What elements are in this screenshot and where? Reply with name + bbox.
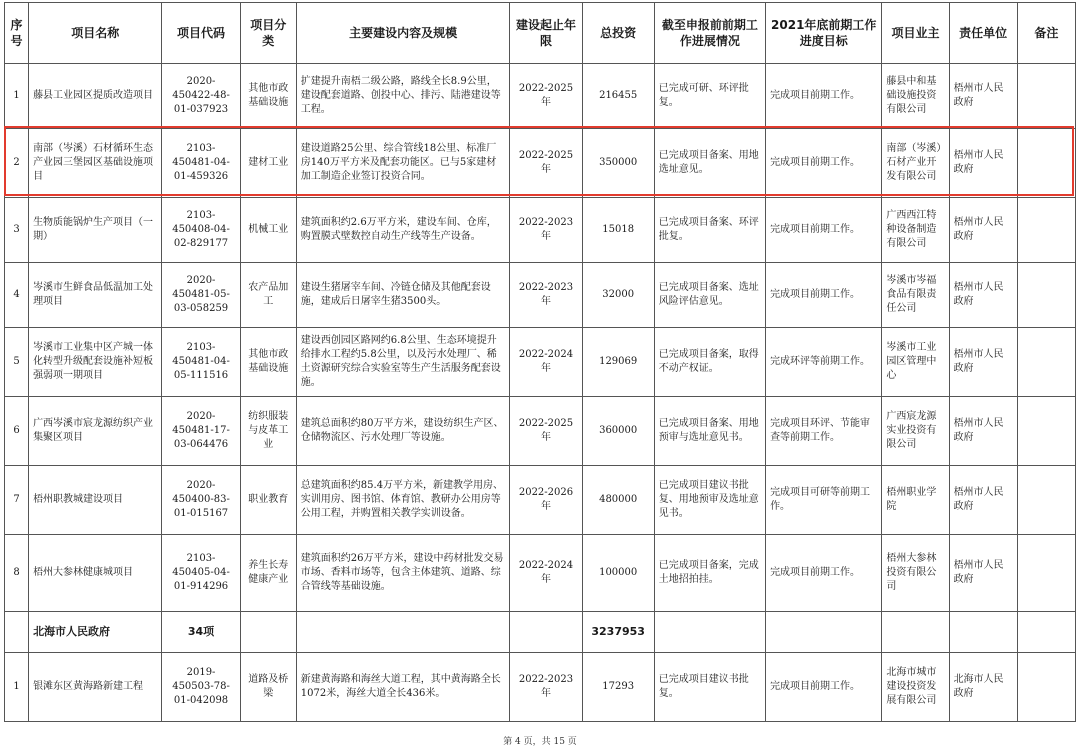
cell-remark (1017, 198, 1075, 263)
cell-period: 2022-2025年 (510, 129, 582, 198)
summary-row (5, 612, 1076, 653)
cell-remark (1017, 328, 1075, 397)
project-table-sheet (4, 2, 1076, 722)
cell-content: 建设道路25公里、综合管线18公里、标准厂房140万平方米及配套功能区。已与5家建材加工制造企业签订投资合同。 (296, 129, 510, 198)
cell-category: 建材工业 (240, 129, 296, 198)
cell-seq: 1 (5, 653, 29, 722)
cell-owner: 广西宸龙源实业投资有限公司 (882, 397, 949, 466)
cell-code: 2020-450481-05-03-058259 (162, 263, 240, 328)
cell-responsible: 梧州市人民政府 (949, 466, 1017, 535)
cell-progress: 已完成可研、环评批复。 (654, 64, 765, 129)
cell-remark (1017, 466, 1075, 535)
cell-target: 完成项目环评、节能审查等前期工作。 (766, 397, 882, 466)
cell-target: 完成项目前期工作。 (766, 653, 882, 722)
cell-investment: 360000 (582, 397, 654, 466)
header-investment: 总投资 (582, 3, 654, 64)
cell-category: 纺织服装与皮革工业 (240, 397, 296, 466)
page-footer: 第 4 页，共 15 页 (503, 737, 577, 747)
cell-investment: 32000 (582, 263, 654, 328)
summary-cell-blank (1017, 612, 1075, 653)
cell-owner: 北海市城市建设投资发展有限公司 (882, 653, 949, 722)
header-target: 2021年底前期工作进度目标 (766, 3, 882, 64)
cell-seq: 7 (5, 466, 29, 535)
cell-seq: 2 (5, 129, 29, 198)
summary-cell-blank (240, 612, 296, 653)
cell-target: 完成项目可研等前期工作。 (766, 466, 882, 535)
summary-cell-blank (5, 612, 29, 653)
cell-target: 完成项目前期工作。 (766, 535, 882, 612)
cell-responsible: 梧州市人民政府 (949, 64, 1017, 129)
header-owner: 项目业主 (882, 3, 949, 64)
table-header-row (5, 3, 1076, 64)
cell-owner: 梧州职业学院 (882, 466, 949, 535)
cell-investment: 129069 (582, 328, 654, 397)
summary-count: 34项 (162, 612, 240, 653)
cell-period: 2022-2023年 (510, 653, 582, 722)
cell-remark (1017, 653, 1075, 722)
cell-period: 2022-2025年 (510, 397, 582, 466)
table-row (5, 466, 1076, 535)
cell-code: 2103-450481-04-05-111516 (162, 328, 240, 397)
cell-target: 完成项目前期工作。 (766, 64, 882, 129)
cell-category: 其他市政基础设施 (240, 64, 296, 129)
summary-cell-blank (296, 612, 510, 653)
cell-remark (1017, 263, 1075, 328)
cell-remark (1017, 535, 1075, 612)
cell-category: 其他市政基础设施 (240, 328, 296, 397)
cell-code: 2103-450405-04-01-914296 (162, 535, 240, 612)
cell-period: 2022-2023年 (510, 198, 582, 263)
table-row (5, 198, 1076, 263)
cell-period: 2022-2025年 (510, 64, 582, 129)
cell-code: 2020-450422-48-01-037923 (162, 64, 240, 129)
cell-category: 道路及桥梁 (240, 653, 296, 722)
cell-seq: 1 (5, 64, 29, 129)
cell-category: 机械工业 (240, 198, 296, 263)
cell-seq: 6 (5, 397, 29, 466)
cell-progress: 已完成项目备案、选址风险评估意见。 (654, 263, 765, 328)
cell-content: 建筑总面积约80万平方米，建设纺织生产区、仓储物流区、污水处理厂等设施。 (296, 397, 510, 466)
cell-code: 2019-450503-78-01-042098 (162, 653, 240, 722)
project-table (4, 2, 1076, 722)
cell-progress: 已完成项目备案、环评批复。 (654, 198, 765, 263)
cell-target: 完成项目前期工作。 (766, 129, 882, 198)
cell-progress: 已完成项目备案，取得不动产权证。 (654, 328, 765, 397)
table-row (5, 535, 1076, 612)
header-remark: 备注 (1017, 3, 1075, 64)
cell-period: 2022-2024年 (510, 328, 582, 397)
cell-target: 完成项目前期工作。 (766, 198, 882, 263)
cell-content: 建筑面积约2.6万平方米，建设车间、仓库，购置膜式壁数控自动生产线等生产设备。 (296, 198, 510, 263)
cell-period: 2022-2024年 (510, 535, 582, 612)
cell-owner: 藤县中和基础设施投资有限公司 (882, 64, 949, 129)
summary-cell-blank (882, 612, 949, 653)
cell-content: 新建黄海路和海丝大道工程，其中黄海路全长1072米，海丝大道全长436米。 (296, 653, 510, 722)
table-row (5, 397, 1076, 466)
header-content: 主要建设内容及规模 (296, 3, 510, 64)
cell-name: 梧州大参林健康城项目 (29, 535, 162, 612)
cell-investment: 17293 (582, 653, 654, 722)
cell-name: 生物质能锅炉生产项目（一期） (29, 198, 162, 263)
cell-responsible: 梧州市人民政府 (949, 535, 1017, 612)
cell-progress: 已完成项目备案、用地选址意见。 (654, 129, 765, 198)
table-row (5, 64, 1076, 129)
cell-remark (1017, 64, 1075, 129)
summary-cell-blank (766, 612, 882, 653)
cell-progress: 已完成项目备案，完成土地招拍挂。 (654, 535, 765, 612)
summary-total: 3237953 (582, 612, 654, 653)
summary-cell-blank (654, 612, 765, 653)
cell-code: 2103-450408-04-02-829177 (162, 198, 240, 263)
cell-name: 南部（岑溪）石材循环生态产业园三堡园区基础设施项目 (29, 129, 162, 198)
cell-responsible: 梧州市人民政府 (949, 263, 1017, 328)
cell-name: 藤县工业园区提质改造项目 (29, 64, 162, 129)
cell-category: 养生长寿健康产业 (240, 535, 296, 612)
cell-seq: 5 (5, 328, 29, 397)
cell-owner: 南部（岑溪）石材产业开发有限公司 (882, 129, 949, 198)
cell-responsible: 梧州市人民政府 (949, 328, 1017, 397)
cell-remark (1017, 129, 1075, 198)
table-row (5, 653, 1076, 722)
cell-seq: 8 (5, 535, 29, 612)
cell-content: 建设生猪屠宰车间、冷链仓储及其他配套设施，建成后日屠宰生猪3500头。 (296, 263, 510, 328)
cell-content: 总建筑面积约85.4万平方米，新建教学用房、实训用房、图书馆、体育馆、教研办公用房等公用工程，并购置相关教学实训设备。 (296, 466, 510, 535)
cell-investment: 100000 (582, 535, 654, 612)
cell-content: 建筑面积约26万平方米，建设中药材批发交易市场、香料市场等，包含主体建筑、道路、综合管线等基础设施。 (296, 535, 510, 612)
summary-cell-blank (949, 612, 1017, 653)
header-seq: 序号 (5, 3, 29, 64)
cell-investment: 480000 (582, 466, 654, 535)
cell-responsible: 梧州市人民政府 (949, 198, 1017, 263)
header-name: 项目名称 (29, 3, 162, 64)
cell-target: 完成环评等前期工作。 (766, 328, 882, 397)
cell-category: 农产品加工 (240, 263, 296, 328)
cell-period: 2022-2023年 (510, 263, 582, 328)
cell-seq: 3 (5, 198, 29, 263)
cell-owner: 岑溪市岑福食品有限责任公司 (882, 263, 949, 328)
cell-seq: 4 (5, 263, 29, 328)
cell-owner: 广西西江特种设备制造有限公司 (882, 198, 949, 263)
cell-content: 建设西创园区路网约6.8公里、生态环境提升给排水工程约5.8公里，以及污水处理厂、稀土资源研究综合实验室等生产生活服务配套设施。 (296, 328, 510, 397)
summary-cell-blank (510, 612, 582, 653)
cell-investment: 350000 (582, 129, 654, 198)
cell-owner: 岑溪市工业园区管理中心 (882, 328, 949, 397)
cell-responsible: 梧州市人民政府 (949, 129, 1017, 198)
cell-name: 广西岑溪市宸龙源纺织产业集聚区项目 (29, 397, 162, 466)
header-responsible: 责任单位 (949, 3, 1017, 64)
cell-name: 岑溪市生鲜食品低温加工处理项目 (29, 263, 162, 328)
cell-name: 岑溪市工业集中区产城一体化转型升级配套设施补短板强弱项一期项目 (29, 328, 162, 397)
cell-period: 2022-2026年 (510, 466, 582, 535)
cell-progress: 已完成项目备案、用地预审与选址意见书。 (654, 397, 765, 466)
cell-category: 职业教育 (240, 466, 296, 535)
cell-owner: 梧州大参林投资有限公司 (882, 535, 949, 612)
cell-investment: 15018 (582, 198, 654, 263)
summary-label: 北海市人民政府 (29, 612, 162, 653)
cell-responsible: 北海市人民政府 (949, 653, 1017, 722)
cell-name: 梧州职教城建设项目 (29, 466, 162, 535)
cell-investment: 216455 (582, 64, 654, 129)
table-row-highlighted (5, 129, 1076, 198)
header-period: 建设起止年限 (510, 3, 582, 64)
cell-target: 完成项目前期工作。 (766, 263, 882, 328)
cell-code: 2020-450481-17-03-064476 (162, 397, 240, 466)
header-category: 项目分类 (240, 3, 296, 64)
cell-name: 银滩东区黄海路新建工程 (29, 653, 162, 722)
table-row (5, 328, 1076, 397)
header-code: 项目代码 (162, 3, 240, 64)
cell-progress: 已完成项目建议书批复、用地预审及选址意见书。 (654, 466, 765, 535)
cell-responsible: 梧州市人民政府 (949, 397, 1017, 466)
table-row (5, 263, 1076, 328)
cell-code: 2103-450481-04-01-459326 (162, 129, 240, 198)
header-progress: 截至申报前前期工作进展情况 (654, 3, 765, 64)
cell-progress: 已完成项目建议书批复。 (654, 653, 765, 722)
cell-code: 2020-450400-83-01-015167 (162, 466, 240, 535)
cell-content: 扩建提升南梧二级公路，路线全长8.9公里，建设配套道路、创投中心、排污、陆港建设等工程。 (296, 64, 510, 129)
cell-remark (1017, 397, 1075, 466)
